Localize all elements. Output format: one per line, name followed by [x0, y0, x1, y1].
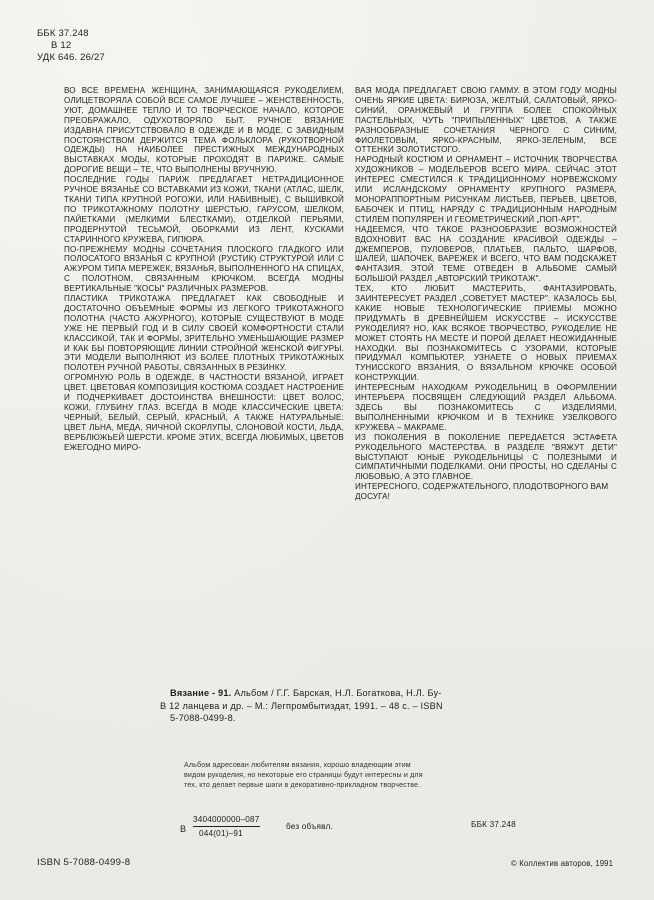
paragraph: ПОСЛЕДНИЕ ГОДЫ ПАРИЖ ПРЕДЛАГАЕТ НЕТРАДИЦИОННОЕ РУЧНОЕ ВЯЗАНЬЕ СО ВСТАВКАМИ ИЗ КОЖИ, ТКАНИ (АТЛАС, ШЕЛК, ТКАНИ ТИПА КРУПНОЙ РОГОЖИ, ИЛИ НАБИВНЫЕ), С ВЫШИВКОЙ ПО ТРИКОТАЖНОМУ ПОЛОТНУ ШЕРСТЬЮ, ГАРУСОМ, ШЕЛКОМ, ПАЙЕТКАМИ (МЕЛКИМИ БЛЕСТКАМИ), ОТДЕЛКОЙ ПЕРЬЯМИ, ПРОДЕРНУТОЙ ТЕСЬМОЙ, ОБОРКАМИ ИЗ ЛЕНТ, КУСКАМИ СТАРИННОГО КРУЖЕВА, ГИПЮРА.	[64, 175, 344, 244]
biblio-shelf-code: В 12	[160, 700, 180, 711]
index-numerator: 3404000000–087	[193, 815, 260, 827]
biblio-line	[160, 687, 540, 700]
bbk-code: ББК 37.248	[37, 28, 89, 39]
classification-codes	[37, 28, 105, 64]
bbk-code-bottom: ББК 37.248	[471, 820, 516, 829]
paragraph: ИНТЕРЕСНОГО, СОДЕРЖАТЕЛЬНОГО, ПЛОДОТВОРНОГО ВАМ ДОСУГА!	[355, 482, 609, 502]
paragraph: ВО ВСЕ ВРЕМЕНА ЖЕНЩИНА, ЗАНИМАЮЩАЯСЯ РУКОДЕЛИЕМ, ОЛИЦЕТВОРЯЛА СОБОЙ ВСЕ САМОЕ ЛУЧШЕЕ – ЖЕНСТВЕННОСТЬ, УЮТ, ДОМАШНЕЕ ТЕПЛО И ТО ТВОРЧЕСКОЕ НАЧАЛО, КОТОРОЕ ПРЕОБРАЖАЛО, ОДУХОТВОРЯЛО БЫТ. РУЧНОЕ ВЯЗАНИЕ ИЗДАВНА ПРИСУТСТВОВАЛО В ОДЕЖДЕ И В МОДЕ. С ЗАВИДНЫМ ПОСТОЯНСТВОМ ДЕРЖИТСЯ ТЕМА ФОЛЬКЛОРА (РУКОТВОРНОЙ ОДЕЖДЫ) НА НАИБОЛЕЕ ПРЕСТИЖНЫХ МЕЖДУНАРОДНЫХ ВЫСТАВКАХ МОДЫ, КОТОРЫЕ ПРОХОДЯТ В ПАРИЖЕ. САМЫЕ ДОРОГИЕ ВЕЩИ – ТЕ, ЧТО ВЫПОЛНЕНЫ ВРУЧНУЮ.	[64, 86, 344, 175]
paragraph: ВАЯ МОДА ПРЕДЛАГАЕТ СВОЮ ГАММУ. В ЭТОМ ГОДУ МОДНЫ ОЧЕНЬ ЯРКИЕ ЦВЕТА: БИРЮЗА, ЖЕЛТЫЙ, САЛАТОВЫЙ, ЯРКО-СИНИЙ, ОРАНЖЕВЫЙ И ГРУППА БОЛЕЕ СПОКОЙНЫХ ПАСТЕЛЬНЫХ, ЧУТЬ "ПРИПЫЛЕННЫХ" ЦВЕТОВ, А ТАКЖЕ РАЗНООБРАЗНЫЕ СОЧЕТАНИЯ ЧЕРНОГО С СИНИМ, ФИОЛЕТОВЫМ, ЯРКО-КРАСНЫМ, ЯРКО-ЗЕЛЕНЫМ, ВСЕ ОТТЕНКИ ЗОЛОТИСТОГО.	[355, 86, 617, 155]
biblio-line	[160, 700, 540, 713]
biblio-title: Вязание - 91.	[170, 688, 232, 698]
annotation-line: видом рукоделия, но некоторые его страницы будут интересны и для	[184, 771, 423, 779]
text-column-right	[355, 86, 617, 502]
paragraph: ИНТЕРЕСНЫМ НАХОДКАМ РУКОДЕЛЬНИЦ В ОФОРМЛЕНИИ ИНТЕРЬЕРА ПОСВЯЩЕН СЛЕДУЮЩИЙ РАЗДЕЛ АЛЬБОМА. ЗДЕСЬ ВЫ ПОЗНАКОМИТЕСЬ С ИЗДЕЛИЯМИ, ВЫПОЛНЕННЫМИ КРЮЧКОМ И В ТЕХНИКЕ УЗЕЛКОВОГО КРУЖЕВА – МАКРАМЕ.	[355, 383, 617, 432]
index-denominator: 044(01)–91	[199, 829, 243, 838]
annotation	[184, 760, 514, 790]
index-note: без объявл.	[286, 822, 333, 831]
paragraph: ИЗ ПОКОЛЕНИЯ В ПОКОЛЕНИЕ ПЕРЕДАЕТСЯ ЭСТАФЕТА РУКОДЕЛЬНОГО МАСТЕРСТВА. В РАЗДЕЛЕ "ВЯЖУТ ДЕТИ" ВЫСТУПАЮТ ЮНЫЕ РУКОДЕЛЬНИЦЫ С ПОЛЕЗНЫМИ И СИМПАТИЧНЫМИ ПОДЕЛКАМИ. ОНИ ПРОСТЫ, НО СДЕЛАНЫ С ЛЮБОВЬЮ, А ЭТО ГЛАВНОЕ.	[355, 432, 617, 482]
index-letter: В	[180, 824, 187, 834]
paragraph: ТЕХ, КТО ЛЮБИТ МАСТЕРИТЬ, ФАНТАЗИРОВАТЬ, ЗАИНТЕРЕСУЕТ РАЗДЕЛ „СОВЕТУЕТ МАСТЕР". КАЗАЛОСЬ БЫ, КАКИЕ НОВЫЕ ТЕХНОЛОГИЧЕСКИЕ ПРИЕМЫ МОЖНО ПРИДУМАТЬ В ДРЕВНЕЙШЕМ ИСКУССТВЕ – ИСКУССТВЕ РУКОДЕЛИЯ? НО, КАК ВСЯКОЕ ТВОРЧЕСТВО, РУКОДЕЛИЕ НЕ МОЖЕТ СТОЯТЬ НА МЕСТЕ И ПОРОЙ ДЕЛАЕТ НЕОЖИДАННЫЕ НАХОДКИ. ВЫ ПОЗНАКОМИТЕСЬ С УЗОРАМИ, КОТОРЫЕ ПРИДУМАЛ КОМПЬЮТЕР, УЗНАЕТЕ О НОВЫХ ПРИЕМАХ ТУНИССКОГО ВЯЗАНИЯ, О ВЯЗАЛЬНОМ КРЮЧКЕ ОСОБОЙ КОНСТРУКЦИИ.	[355, 284, 617, 383]
paragraph: НАРОДНЫЙ КОСТЮМ И ОРНАМЕНТ – ИСТОЧНИК ТВОРЧЕСТВА ХУДОЖНИКОВ – МОДЕЛЬЕРОВ ВСЕГО МИРА. СЕЙЧАС ЭТОТ ИНТЕРЕС СМЕСТИЛСЯ К ТРАДИЦИОННОМУ НОРВЕЖСКОМУ ИЛИ ИСЛАНДСКОМУ ОРНАМЕНТУ КРУПНОГО РАЗМЕРА, МОНОРАППОРТНЫМ РИСУНКАМ ЛИСТЬЕВ, ПЕРЬЕВ, ЦВЕТОВ, БАБОЧЕК И ПТИЦ, НАРЯДУ С ТРАДИЦИОННЫМ НАРОДНЫМ СТИЛЕМ ПОПУЛЯРЕН И ГЕОМЕТРИЧЕСКИЙ „ПОП-АРТ".	[355, 155, 617, 224]
copyright: © Коллектив авторов, 1991	[511, 859, 614, 868]
paragraph: ОГРОМНУЮ РОЛЬ В ОДЕЖДЕ, В ЧАСТНОСТИ ВЯЗАНОЙ, ИГРАЕТ ЦВЕТ. ЦВЕТОВАЯ КОМПОЗИЦИЯ КОСТЮМА СОЗДАЕТ НАСТРОЕНИЕ И ПОДЧЕРКИВАЕТ ДОСТОИНСТВА ВНЕШНОСТИ: ЦВЕТ ВОЛОС, КОЖИ, ГЛУБИНУ ГЛАЗ. ВСЕГДА В МОДЕ КЛАССИЧЕСКИЕ ЦВЕТА: ЧЕРНЫЙ, БЕЛЫЙ, СЕРЫЙ, КРАСНЫЙ, А ТАКЖЕ НАТУРАЛЬНЫЕ: ЦВЕТ ЛЬНА, МЕДА, ЯИЧНОЙ СКОРЛУПЫ, СЛОНОВОЙ КОСТИ, ЛЬДА, ВЕРБЛЮЖЬЕЙ ШЕРСТИ. КРОМЕ ЭТИХ, ВСЕГДА ЛЮБИМЫХ, ЦВЕТОВ ЕЖЕГОДНО МИРО-	[64, 373, 344, 452]
biblio-authors: Альбом / Г.Г. Барская, Н.Л. Богаткова, Н.Л. Бу-	[231, 688, 442, 698]
annotation-line: Альбом адресован любителям вязания, хорошо владеющим этим	[184, 761, 411, 769]
shelf-code: В 12	[51, 40, 72, 51]
paragraph: НАДЕЕМСЯ, ЧТО ТАКОЕ РАЗНООБРАЗИЕ ВОЗМОЖНОСТЕЙ ВДОХНОВИТ ВАС НА СОЗДАНИЕ КРАСИВОЙ ОДЕЖДЫ – ДЖЕМПЕРОВ, ПУЛОВЕРОВ, ПЛАТЬЕВ, ПАЛЬТО, ШАРФОВ, ШАЛЕЙ, ШАПОЧЕК, ВАРЕЖЕК И ВСЕГО, ЧТО ВАМ ПОДСКАЖЕТ ФАНТАЗИЯ. ЭТОЙ ТЕМЕ ОТВЕДЕН В АЛЬБОМЕ САМЫЙ БОЛЬШОЙ РАЗДЕЛ „АВТОРСКИЙ ТРИКОТАЖ".	[355, 224, 617, 284]
biblio-line: 5-7088-0499-8.	[170, 713, 236, 724]
isbn: ISBN 5-7088-0499-8	[37, 857, 131, 868]
paragraph: ПЛАСТИКА ТРИКОТАЖА ПРЕДЛАГАЕТ КАК СВОБОДНЫЕ И ДОСТАТОЧНО ОБЪЕМНЫЕ ФОРМЫ ИЗ ЛЕГКОГО ТРИКОТАЖНОГО ПОЛОТНА (ЧАСТО АЖУРНОГО), КОТОРЫЕ СУЩЕСТВУЮТ В МОДЕ УЖЕ НЕ ПЕРВЫЙ ГОД И В СИЛУ СВОЕЙ КОМФОРТНОСТИ СТАЛИ КЛАССИКОЙ, ТАК И ФОРМЫ, ЗРИТЕЛЬНО УМЕНЬШАЮЩИЕ РАЗМЕР И КАК БЫ ПОВТОРЯЮЩИЕ ЛИНИИ СТРОЙНОЙ ЖЕНСКОЙ ФИГУРЫ. ЭТИ МОДЕЛИ ВЫПОЛНЯЮТ ИЗ БОЛЕЕ ПЛОТНЫХ ТРИКОТАЖНЫХ ПОЛОТЕН РУЧНОЙ РАБОТЫ, СВЯЗАННЫХ В РЕЗИНКУ.	[64, 294, 344, 373]
udk-code: УДК 646. 26/27	[37, 52, 105, 63]
bibliographic-record	[160, 687, 540, 725]
paragraph: ПО-ПРЕЖНЕМУ МОДНЫ СОЧЕТАНИЯ ПЛОСКОГО ГЛАДКОГО ИЛИ ПОЛОСАТОГО ВЯЗАНЬЯ С КРУПНОЙ (РУСТИК) СТРУКТУРОЙ ИЛИ С АЖУРОМ ТИПА МЕРЕЖЕК, ВЯЗАНЬЯ, ВЫПОЛНЕННОГО НА СПИЦАХ, С ПОЛОТНОМ, СВЯЗАННЫМ КРЮЧКОМ. ВСЕГДА МОДНЫ ВЕРТИКАЛЬНЫЕ "КОСЫ" РАЗЛИЧНЫХ РАЗМЕРОВ.	[64, 244, 344, 294]
biblio-publisher: ланцева и др. – М.: Легпромбытиздат, 1991. – 48 с. – ISBN	[179, 700, 443, 711]
annotation-line: тех, кто делает первые шаги в декоративно-прикладном творчестве.	[184, 781, 421, 789]
text-column-left	[64, 86, 344, 453]
